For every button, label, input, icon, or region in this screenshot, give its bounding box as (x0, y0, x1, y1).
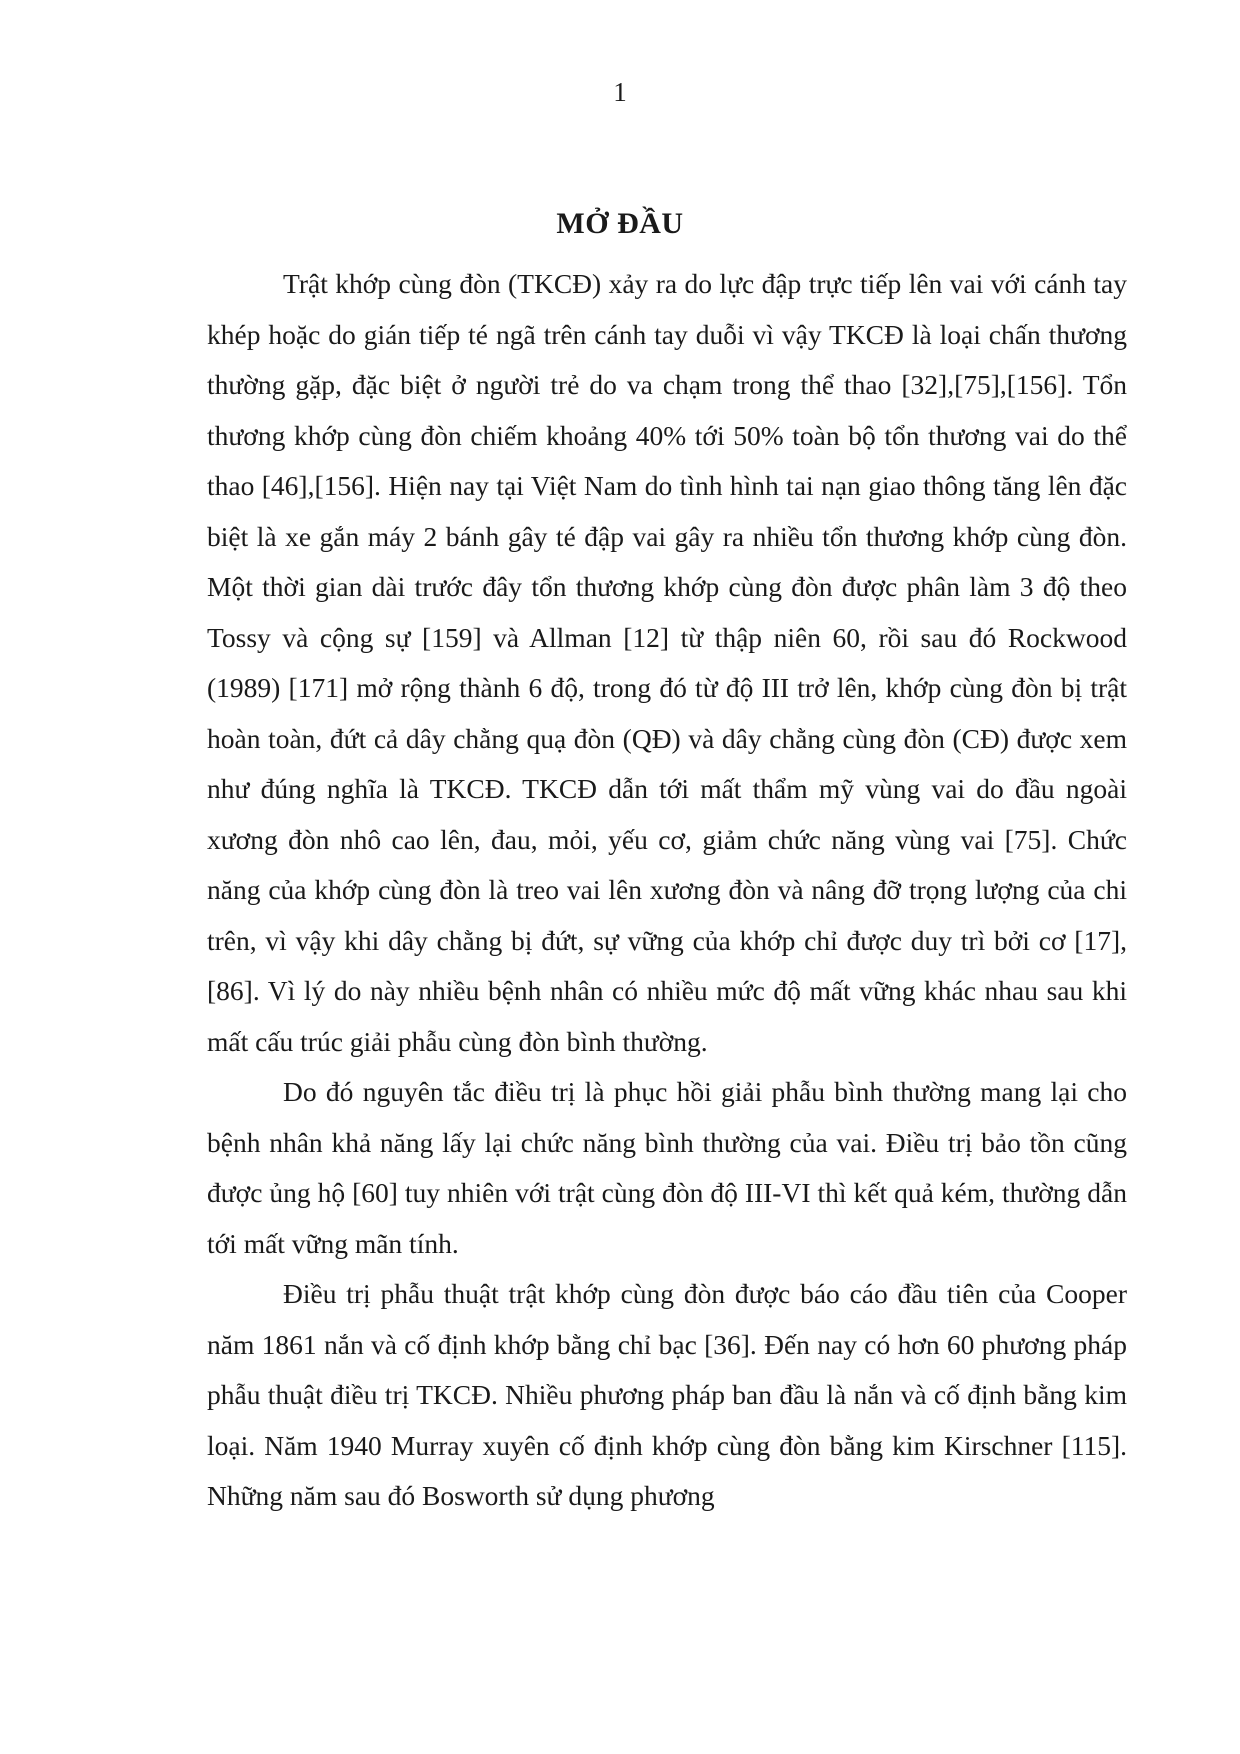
paragraph: Do đó nguyên tắc điều trị là phục hồi giải phẫu bình thường mang lại cho bệnh nhân khả năng lấy lại chức năng bình thường của vai. Điều trị bảo tồn cũng được ủng hộ [60] tuy nhiên với trật cùng đòn độ III-VI thì kết quả kém, thường dẫn tới mất vững mãn tính. (207, 1076, 1127, 1259)
paragraph: Điều trị phẫu thuật trật khớp cùng đòn được báo cáo đầu tiên của Cooper năm 1861 nắn và cố định khớp bằng chỉ bạc [36]. Đến nay có hơn 60 phương pháp phẫu thuật điều trị TKCĐ. Nhiều phương pháp ban đầu là nắn và cố định bằng kim loại. Năm 1940 Murray xuyên cố định khớp cùng đòn bằng kim Kirschner [115]. Những năm sau đó Bosworth sử dụng phương (207, 1278, 1127, 1511)
body-text (207, 259, 1127, 1522)
paragraph: Trật khớp cùng đòn (TKCĐ) xảy ra do lực đập trực tiếp lên vai với cánh tay khép hoặc do gián tiếp té ngã trên cánh tay duỗi vì vậy TKCĐ là loại chấn thương thường gặp, đặc biệt ở người trẻ do va chạm trong thể thao [32],[75],[156]. Tổn thương khớp cùng đòn chiếm khoảng 40% tới 50% toàn bộ tổn thương vai do thể thao [46],[156]. Hiện nay tại Việt Nam do tình hình tai nạn giao thông tăng lên đặc biệt là xe gắn máy 2 bánh gây té đập vai gây ra nhiều tổn thương khớp cùng đòn. Một thời gian dài trước đây tổn thương khớp cùng đòn được phân làm 3 độ theo Tossy và cộng sự [159] và Allman [12] từ thập niên 60, rồi sau đó Rockwood (1989) [171] mở rộng thành 6 độ, trong đó từ độ III trở lên, khớp cùng đòn bị trật hoàn toàn, đứt cả dây chằng quạ đòn (QĐ) và dây chằng cùng đòn (CĐ) được xem như đúng nghĩa là TKCĐ. TKCĐ dẫn tới mất thẩm mỹ vùng vai do đầu ngoài xương đòn nhô cao lên, đau, mỏi, yếu cơ, giảm chức năng vùng vai [75]. Chức năng của khớp cùng đòn là treo vai lên xương đòn và nâng đỡ trọng lượng của chi trên, vì vậy khi dây chằng bị đứt, sự vững của khớp chỉ được duy trì bởi cơ [17],[86]. Vì lý do này nhiều bệnh nhân có nhiều mức độ mất vững khác nhau sau khi mất cấu trúc giải phẫu cùng đòn bình thường. (207, 268, 1127, 1057)
page-number: 1 (613, 77, 627, 107)
section-heading: MỞ ĐẦU (556, 207, 684, 240)
